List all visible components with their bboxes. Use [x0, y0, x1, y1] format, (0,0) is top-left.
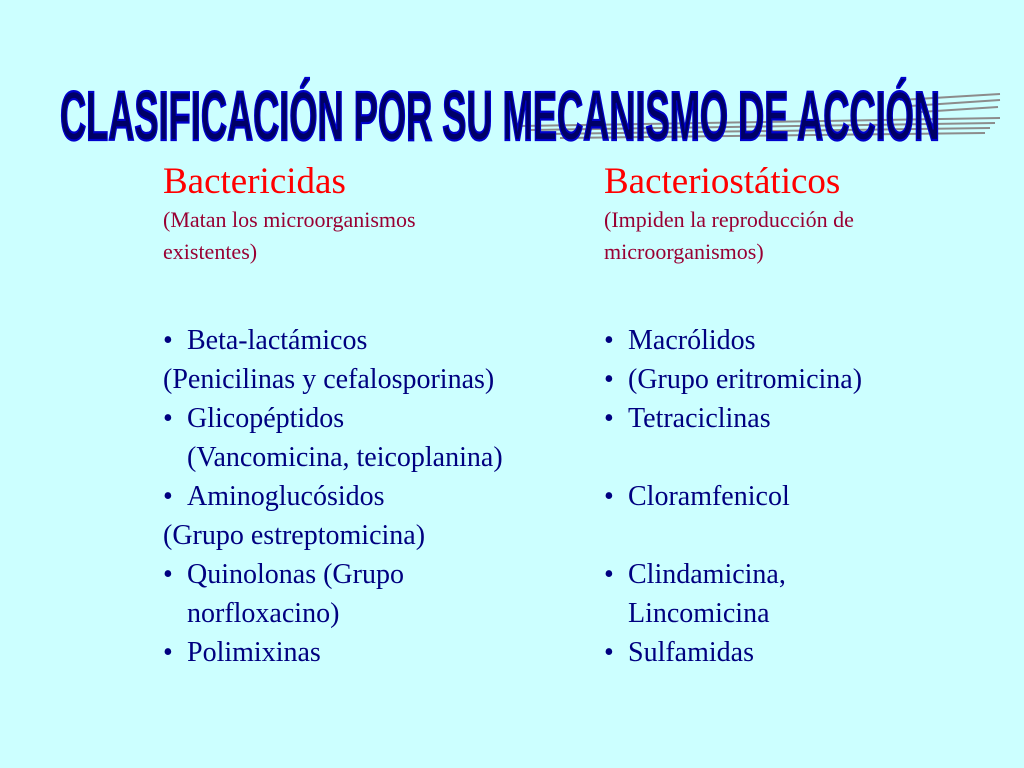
bacteriostaticos-list	[604, 321, 1014, 672]
list-item-text: norfloxacino)	[187, 598, 340, 629]
bactericidas-column	[163, 160, 593, 668]
list-item-text: Polimixinas	[187, 637, 321, 668]
list-item	[604, 360, 1014, 399]
bactericidas-heading: Bactericidas	[163, 161, 346, 202]
list-item-text: (Vancomicina, teicoplanina)	[187, 442, 503, 473]
bullet-icon: •	[163, 559, 173, 590]
list-item-text: Aminoglucósidos	[187, 481, 385, 512]
slide-title-block	[0, 30, 1024, 150]
list-item-text: (Penicilinas y cefalosporinas)	[163, 364, 495, 395]
list-item	[163, 399, 593, 438]
bullet-icon: •	[604, 481, 614, 512]
list-item-text: Beta-lactámicos	[187, 325, 368, 356]
list-item	[604, 477, 1014, 516]
list-item-text: Glicopéptidos	[187, 403, 345, 434]
bacteriostaticos-description: (Impiden la reproducción de microorganismos)	[604, 207, 854, 264]
list-item-text: (Grupo eritromicina)	[628, 364, 863, 395]
slide-title: CLASIFICACIÓN POR SU MECANISMO DE ACCIÓN	[59, 76, 940, 150]
list-item-text: Clindamicina,	[628, 559, 786, 590]
list-item	[163, 516, 593, 555]
bullet-icon: •	[604, 403, 614, 434]
bactericidas-list	[163, 321, 593, 672]
list-item	[163, 594, 593, 633]
list-item	[163, 477, 593, 516]
list-item	[604, 594, 1014, 633]
list-item-text: Macrólidos	[628, 325, 756, 356]
bullet-icon: •	[604, 325, 614, 356]
bullet-icon: •	[604, 559, 614, 590]
list-item	[604, 399, 1014, 438]
list-item	[163, 438, 593, 477]
bullet-icon: •	[163, 403, 173, 434]
list-item	[604, 555, 1014, 594]
list-item-text: (Grupo estreptomicina)	[163, 520, 426, 551]
list-item-text: Quinolonas (Grupo	[187, 559, 404, 590]
list-item	[604, 516, 1014, 555]
bacteriostaticos-column	[604, 160, 1014, 668]
list-item	[163, 360, 593, 399]
bullet-icon: •	[163, 325, 173, 356]
list-item	[604, 321, 1014, 360]
list-item	[604, 633, 1014, 672]
bacteriostaticos-heading: Bacteriostáticos	[604, 161, 841, 202]
list-item	[163, 555, 593, 594]
list-item-text: Sulfamidas	[628, 637, 754, 668]
bullet-icon: •	[604, 637, 614, 668]
bactericidas-description: (Matan los microorganismos existentes)	[163, 207, 416, 264]
list-item	[163, 633, 593, 672]
list-item-text: Lincomicina	[628, 598, 770, 629]
list-item-text: Cloramfenicol	[628, 481, 790, 512]
title-wordart	[0, 30, 1024, 150]
list-item	[163, 321, 593, 360]
bullet-icon: •	[163, 637, 173, 668]
list-item-text: Tetraciclinas	[628, 403, 771, 434]
bullet-icon: •	[604, 364, 614, 395]
bullet-icon: •	[163, 481, 173, 512]
list-item	[604, 438, 1014, 477]
